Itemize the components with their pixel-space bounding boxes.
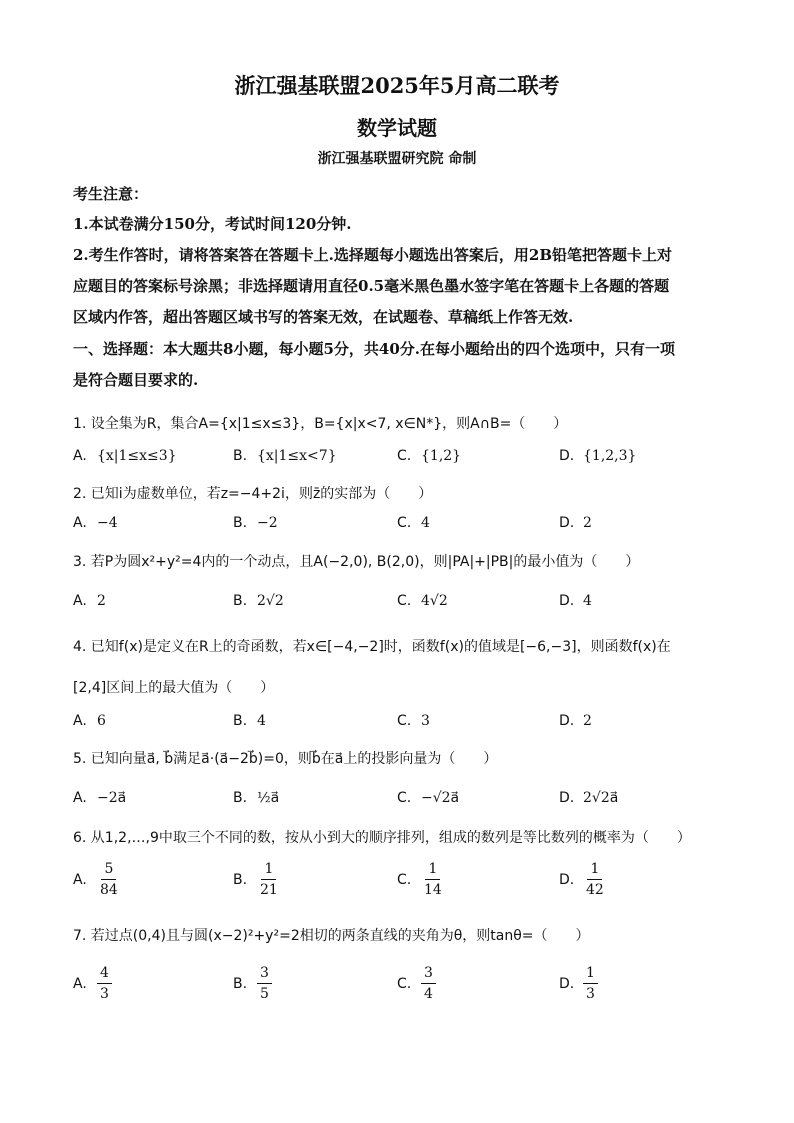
question-6-options	[73, 861, 753, 905]
question-3-option-a[interactable]	[73, 593, 106, 609]
option-label: B.	[233, 713, 248, 729]
exam-title: 浙江强基联盟2025年5月高二联考	[234, 73, 560, 98]
question-1-option-b[interactable]	[233, 448, 337, 464]
option-text: 3	[421, 713, 430, 729]
option-text: 2	[583, 713, 592, 729]
option-label: D.	[559, 871, 575, 888]
option-label: C.	[397, 713, 412, 729]
question-6-option-d[interactable]	[559, 861, 607, 898]
fraction	[583, 861, 607, 898]
question-4-stem-line-2: [2,4]区间上的最大值为（ ）	[73, 680, 275, 696]
question-1-option-a[interactable]	[73, 448, 177, 464]
option-text: {1,2}	[421, 448, 462, 464]
option-text: 2	[97, 593, 106, 609]
question-1-stem: 1. 设全集为R，集合A={x|1≤x≤3}，B={x|x<7, x∈N*}，则A∩B=（ ）	[73, 416, 568, 432]
option-text: −2	[257, 515, 278, 531]
option-label: B.	[233, 448, 248, 464]
option-text: 4	[257, 713, 266, 729]
question-5-option-d[interactable]	[559, 790, 618, 806]
option-label: D.	[559, 448, 575, 464]
question-3-option-c[interactable]	[397, 593, 448, 609]
question-4-option-a[interactable]	[73, 713, 106, 729]
option-text: 2√2a⃗	[583, 790, 619, 806]
question-6-option-b[interactable]	[233, 861, 281, 898]
fraction-numerator: 3	[257, 965, 272, 984]
option-label: B.	[233, 515, 248, 531]
option-label: C.	[397, 515, 412, 531]
fraction-numerator: 1	[261, 861, 276, 880]
fraction	[97, 965, 112, 1002]
section-heading-line-1: 一、选择题：本大题共8小题，每小题5分，共40分.在每小题给出的四个选项中，只有一项	[73, 340, 675, 358]
option-label: D.	[559, 515, 575, 531]
option-label: D.	[559, 713, 575, 729]
option-text: ½a⃗	[257, 790, 280, 806]
fraction	[583, 965, 598, 1002]
question-3-stem: 3. 若P为圆x²+y²=4内的一个动点，且A(−2,0), B(2,0)，则|PA|+|PB|的最小值为（ ）	[73, 554, 640, 570]
option-label: A.	[73, 448, 87, 464]
option-text: {x|1≤x<7}	[257, 448, 337, 464]
option-label: D.	[559, 975, 575, 992]
option-label: C.	[397, 790, 412, 806]
exam-subtitle: 数学试题	[357, 116, 437, 140]
option-label: A.	[73, 515, 87, 531]
notice-heading: 考生注意：	[73, 185, 149, 203]
fraction-numerator: 5	[101, 861, 116, 880]
question-6-option-a[interactable]	[73, 861, 121, 898]
fraction	[421, 965, 436, 1002]
question-2-stem: 2. 已知i为虚数单位，若z=−4+2i，则z̄的实部为（ ）	[73, 486, 433, 502]
fraction-denominator: 3	[100, 986, 109, 1002]
option-text: 4√2	[421, 593, 448, 609]
option-label: A.	[73, 975, 87, 992]
question-4-stem-line-1: 4. 已知f(x)是定义在R上的奇函数，若x∈[−4,−2]时，函数f(x)的值域是[−6,−3]，则函数f(x)在	[73, 639, 671, 655]
exam-author: 浙江强基联盟研究院 命制	[317, 151, 477, 167]
option-label: B.	[233, 790, 248, 806]
fraction-denominator: 5	[260, 986, 269, 1002]
fraction-numerator: 4	[97, 965, 112, 984]
fraction	[97, 861, 121, 898]
notice-item-2-line-3: 区域内作答，超出答题区域书写的答案无效，在试题卷、草稿纸上作答无效.	[73, 308, 574, 326]
fraction	[257, 861, 281, 898]
fraction-denominator: 4	[424, 986, 433, 1002]
fraction-denominator: 84	[100, 882, 118, 898]
option-text: 2√2	[257, 593, 284, 609]
question-7-option-c[interactable]	[397, 965, 436, 1002]
option-text: 6	[97, 713, 106, 729]
fraction-denominator: 21	[260, 882, 278, 898]
notice-item-2-line-2: 应题目的答案标号涂黑；非选择题请用直径0.5毫米黑色墨水签字笔在答题卡上各题的答题	[73, 277, 670, 295]
option-label: D.	[559, 593, 575, 609]
fraction-numerator: 1	[425, 861, 440, 880]
option-text: −√2a⃗	[421, 790, 460, 806]
option-text: 4	[583, 593, 592, 609]
question-4-option-c[interactable]	[397, 713, 430, 729]
option-label: A.	[73, 593, 87, 609]
question-3-options	[73, 593, 753, 637]
question-7-option-d[interactable]	[559, 965, 598, 1002]
question-5-option-c[interactable]	[397, 790, 459, 806]
fraction-denominator: 14	[424, 882, 442, 898]
fraction	[421, 861, 445, 898]
option-label: D.	[559, 790, 575, 806]
question-2-option-b[interactable]	[233, 515, 278, 531]
fraction-numerator: 1	[583, 965, 598, 984]
question-7-option-a[interactable]	[73, 965, 112, 1002]
option-label: C.	[397, 448, 412, 464]
question-1-option-c[interactable]	[397, 448, 461, 464]
option-label: C.	[397, 593, 412, 609]
question-7-options	[73, 965, 753, 1009]
notice-item-1: 1.本试卷满分150分，考试时间120分钟.	[73, 215, 352, 233]
fraction-denominator: 3	[586, 986, 595, 1002]
option-text: {x|1≤x≤3}	[97, 448, 177, 464]
option-label: A.	[73, 790, 87, 806]
option-label: A.	[73, 713, 87, 729]
question-6-stem: 6. 从1,2,…,9中取三个不同的数，按从小到大的顺序排列，组成的数列是等比数列的概率为（ ）	[73, 830, 691, 846]
question-5-option-b[interactable]	[233, 790, 279, 806]
option-label: B.	[233, 975, 248, 992]
fraction-denominator: 42	[586, 882, 604, 898]
option-label: C.	[397, 975, 412, 992]
option-label: B.	[233, 593, 248, 609]
fraction-numerator: 3	[421, 965, 436, 984]
option-text: 4	[421, 515, 430, 531]
question-4-option-d[interactable]	[559, 713, 592, 729]
section-heading-line-2: 是符合题目要求的.	[73, 371, 199, 389]
question-2-option-c[interactable]	[397, 515, 430, 531]
option-text: 2	[583, 515, 592, 531]
question-4-option-b[interactable]	[233, 713, 266, 729]
question-3-option-b[interactable]	[233, 593, 284, 609]
option-label: A.	[73, 871, 87, 888]
question-5-stem: 5. 已知向量a⃗, b⃗满足a⃗·(a⃗−2b⃗)=0，则b⃗在a⃗上的投影向量为（ ）	[73, 751, 498, 767]
notice-item-2-line-1: 2.考生作答时，请将答案答在答题卡上.选择题每小题选出答案后，用2B铅笔把答题卡上对	[73, 246, 673, 264]
option-text: {1,2,3}	[583, 448, 637, 464]
question-7-stem: 7. 若过点(0,4)且与圆(x−2)²+y²=2相切的两条直线的夹角为θ，则tanθ=（ ）	[73, 928, 590, 944]
option-label: B.	[233, 871, 248, 888]
option-text: −2a⃗	[97, 790, 127, 806]
option-label: C.	[397, 871, 412, 888]
question-2-option-a[interactable]	[73, 515, 118, 531]
fraction-numerator: 1	[587, 861, 602, 880]
question-6-option-c[interactable]	[397, 861, 445, 898]
question-7-option-b[interactable]	[233, 965, 272, 1002]
option-text: −4	[97, 515, 118, 531]
question-3-option-d[interactable]	[559, 593, 592, 609]
fraction	[257, 965, 272, 1002]
question-1-option-d[interactable]	[559, 448, 636, 464]
question-5-option-a[interactable]	[73, 790, 126, 806]
question-2-option-d[interactable]	[559, 515, 592, 531]
